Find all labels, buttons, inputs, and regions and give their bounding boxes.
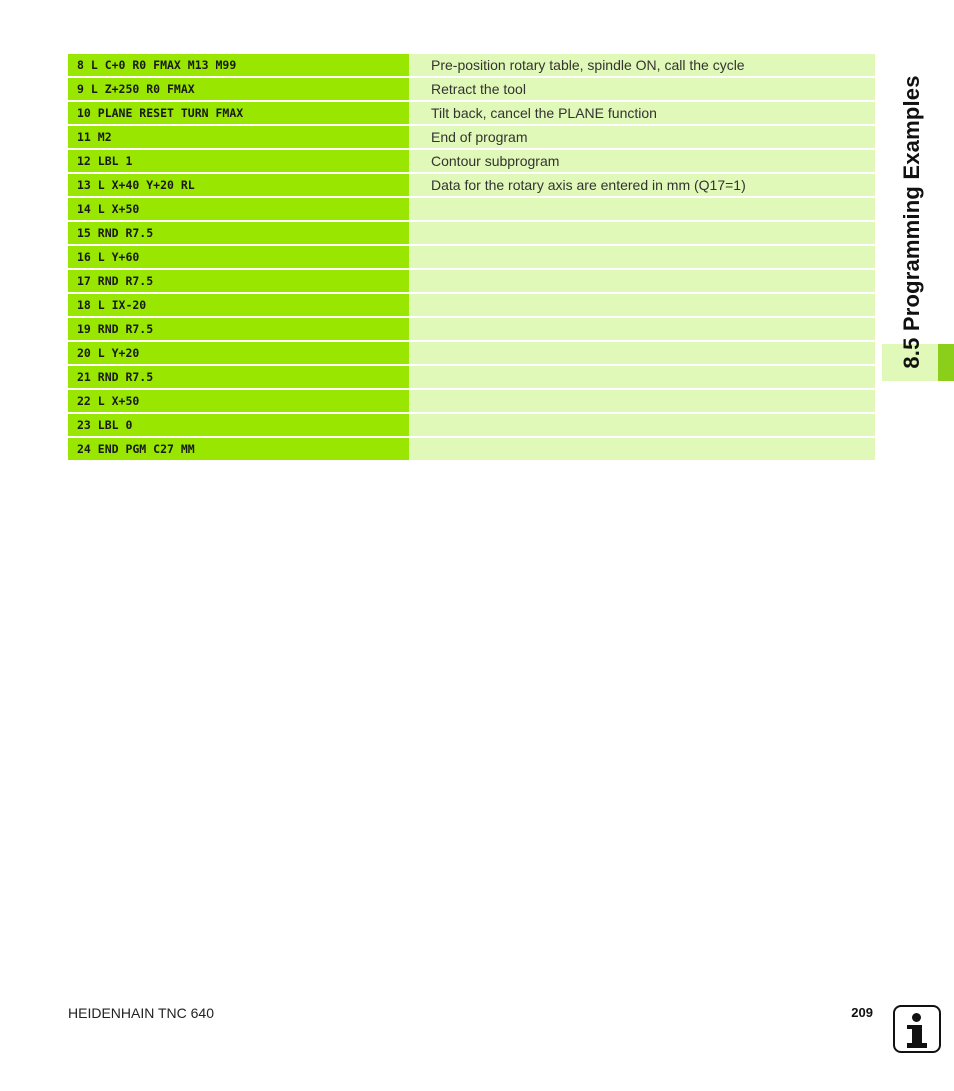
section-tab-accent bbox=[938, 344, 954, 381]
program-table bbox=[68, 54, 875, 462]
manual-title: HEIDENHAIN TNC 640 bbox=[68, 1005, 215, 1021]
table-row bbox=[68, 414, 875, 436]
table-row bbox=[68, 126, 875, 148]
comment-cell bbox=[409, 198, 875, 220]
table-row bbox=[68, 246, 875, 268]
nc-code-cell: 13 L X+40 Y+20 RL bbox=[68, 174, 409, 196]
comment-cell bbox=[409, 270, 875, 292]
nc-code-cell: 19 RND R7.5 bbox=[68, 318, 409, 340]
table-row bbox=[68, 150, 875, 172]
nc-code-cell: 17 RND R7.5 bbox=[68, 270, 409, 292]
comment-cell: Tilt back, cancel the PLANE function bbox=[409, 102, 875, 124]
page-number: 209 bbox=[851, 1005, 873, 1020]
nc-code-cell: 20 L Y+20 bbox=[68, 342, 409, 364]
nc-code-cell: 18 L IX-20 bbox=[68, 294, 409, 316]
nc-code-cell: 9 L Z+250 R0 FMAX bbox=[68, 78, 409, 100]
comment-cell bbox=[409, 366, 875, 388]
comment-cell: Retract the tool bbox=[409, 78, 875, 100]
nc-code-cell: 14 L X+50 bbox=[68, 198, 409, 220]
table-row bbox=[68, 342, 875, 364]
table-row bbox=[68, 174, 875, 196]
nc-code-cell: 16 L Y+60 bbox=[68, 246, 409, 268]
comment-cell bbox=[409, 246, 875, 268]
table-row bbox=[68, 318, 875, 340]
table-row bbox=[68, 198, 875, 220]
table-row bbox=[68, 270, 875, 292]
comment-cell: Pre-position rotary table, spindle ON, call the cycle bbox=[409, 54, 875, 76]
table-row bbox=[68, 390, 875, 412]
nc-code-cell: 12 LBL 1 bbox=[68, 150, 409, 172]
comment-cell: Contour subprogram bbox=[409, 150, 875, 172]
comment-cell bbox=[409, 438, 875, 460]
section-heading-text: 8.5 Programming Examples bbox=[899, 75, 924, 369]
table-row bbox=[68, 366, 875, 388]
comment-cell bbox=[409, 342, 875, 364]
table-row bbox=[68, 78, 875, 100]
table-row bbox=[68, 438, 875, 460]
table-row bbox=[68, 294, 875, 316]
comment-cell bbox=[409, 318, 875, 340]
nc-code-cell: 24 END PGM C27 MM bbox=[68, 438, 409, 460]
nc-code-cell: 8 L C+0 R0 FMAX M13 M99 bbox=[68, 54, 409, 76]
nc-code-cell: 10 PLANE RESET TURN FMAX bbox=[68, 102, 409, 124]
comment-cell bbox=[409, 294, 875, 316]
comment-cell bbox=[409, 390, 875, 412]
table-row bbox=[68, 102, 875, 124]
nc-code-cell: 15 RND R7.5 bbox=[68, 222, 409, 244]
nc-code-cell: 11 M2 bbox=[68, 126, 409, 148]
nc-code-cell: 21 RND R7.5 bbox=[68, 366, 409, 388]
info-icon bbox=[893, 1005, 941, 1053]
comment-cell bbox=[409, 222, 875, 244]
comment-cell: Data for the rotary axis are entered in mm (Q17=1) bbox=[409, 174, 875, 196]
nc-code-cell: 23 LBL 0 bbox=[68, 414, 409, 436]
comment-cell bbox=[409, 414, 875, 436]
table-row bbox=[68, 222, 875, 244]
comment-cell: End of program bbox=[409, 126, 875, 148]
nc-code-cell: 22 L X+50 bbox=[68, 390, 409, 412]
table-row bbox=[68, 54, 875, 76]
